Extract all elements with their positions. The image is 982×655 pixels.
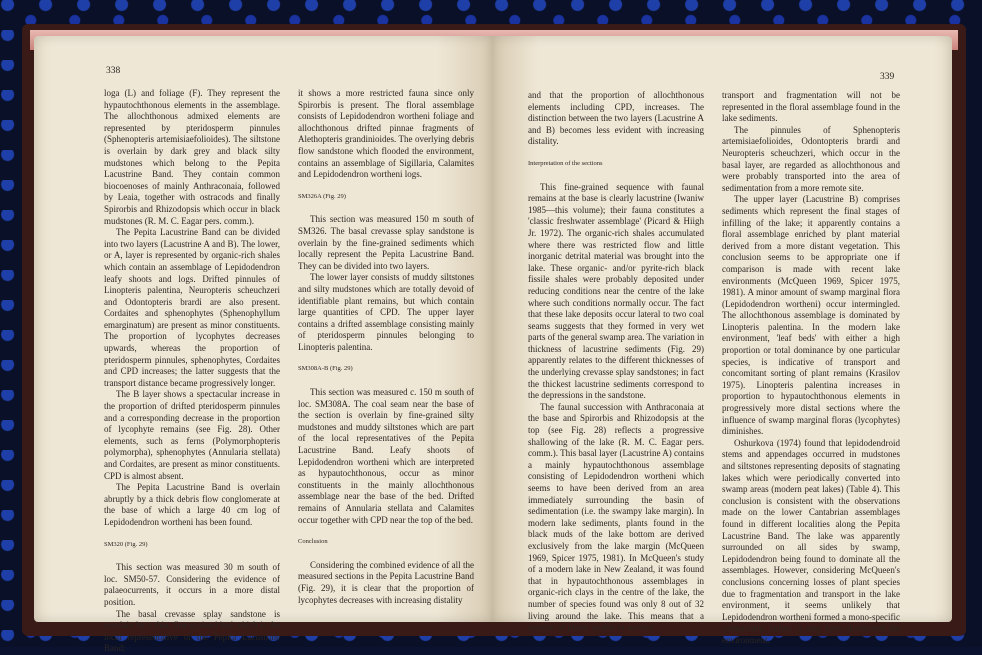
paragraph: The Pepita Lacustrine Band is overlain abruptly by a thick debris flow conglomerate at the base of which a large 40 cm log of Lepidodendron wortheni has been found. — [104, 482, 280, 527]
paragraph: The basal crevasse splay sandstone is overlain by a thin, fine-grained bed which is the local representative of the Pepita Lacustrine Band; — [104, 608, 280, 654]
paragraph: and that the proportion of allochthonous elements including CPD, increases. The distinction between the two layers (Lacustrine A and B) becomes less evident with increasing distality. — [528, 90, 704, 147]
left-page-column-1 — [104, 88, 280, 654]
section-heading: Conclusion — [298, 538, 328, 546]
paragraph: This section was measured 150 m south of SM326. The basal crevasse splay sandstone is overlain by the fine-grained sediments which locally represent the Pepita Lacustrine Band. They can be divided into two layers. — [298, 214, 474, 271]
left-page — [34, 36, 492, 654]
page-number-left: 338 — [106, 66, 121, 76]
section-heading: Interpretation of the sections — [528, 159, 603, 167]
paragraph: The faunal succession with Anthraconaia at the base and Spirorbis and Rhizodopsis at the top (see Fig. 28) reflects a progressive shallowing of the lake (R. M. C. Eagar pers. comm.). This basal layer (Lacustrine A) contains a mainly hypautochthonous assemblage consisting of Lepidodendron wortheni which seems to have been derived from an area immediately surrounding the basin of sedimentation (i.e. the swampy lake margin). In modern lake sediments, plants found in the black muds of the lake bottom are derived exclusively from the lake margin (McQueen 1969, Spicer 1975, 1981). In McQueen's study of a modern lake in New Zealand, it was found that in hypautochthonous assemblages in organic-rich clays in the centre of the lake, the number of species found was only 8 out of 32 living around the lake. This means that a number of plants unable to survive — [528, 401, 704, 633]
left-page-column-2 — [298, 88, 474, 603]
paragraph: it shows a more restricted fauna since only Spirorbis is present. The floral assemblage consists of Lepidodendron wortheni foliage and allochthonous drifted pinnae fragments of Alethopteris grandinioides. The overlying debris flow sandstone which flooded the environment, contains an assemblage of Sigillaria, Calamites and Lepidodendron wortheni logs. — [298, 88, 474, 180]
section-heading: SM326A (Fig. 29) — [298, 192, 346, 200]
section-heading: SM308A-B (Fig. 29) — [298, 365, 353, 373]
right-page-column-2 — [722, 90, 900, 645]
right-page-column-1 — [528, 90, 705, 633]
page-number-right: 339 — [880, 72, 895, 82]
right-page — [492, 36, 952, 645]
paragraph: The B layer shows a spectacular increase in the proportion of drifted pteridosperm pinnules and a corresponding decrease in the proportion of lycophyte remains (see Fig. 28). Other elements, such as ferns (Polymorphopteris polymorpha), sphenophytes (Annularia stellata) and Cordaites, are present as minor constituents. CPD is almost absent. — [104, 389, 280, 481]
paragraph: loga (L) and foliage (F). They represent the hypautochthonous elements in the assemblage. The allochthonous admixed elements are represented by pteridosperm pinnules (Sphenopteris artemisiaefolioides). The siltstone is overlain by dark grey and black silty mudstones which belong to the Pepita Lacustrine Band. They contain common biocoenoses of mainly Anthraconaia, followed by Leaia, together with ostracods and finally Spirorbis and Rhizodopsis which occur in black mudstones (R. M. C. Eagar pers. comm.). — [104, 88, 280, 226]
paragraph: The upper layer (Lacustrine B) comprises sediments which represent the final stages of infilling of the lake; it apparently contains a floral assemblage enriched by plant material derived from a more distant vegetation. This conclusion seems to be appropriate one if comparison is made with recent lake environments (McQueen 1969, Spicer 1975, 1981). A minor amount of swamp marginal flora (Lepidodendron wortheni) occur intermingled. The allochthonous assemblage is dominated by Linopteris palentina. In the modern lake environment, 'leaf beds' with either a high proportion or total dominance by one particular species, is indicative of transport and concomitant sorting of plant remains (Krasilov 1975). Linopteris palentina increases in proportion to hypautochthonous elements in progressively more distal sections where the influence of swamp marginal floras (lycophytes) diminishes. — [722, 194, 900, 437]
paragraph: This section was measured 30 m south of loc. SM50-57. Considering the evidence of palaeocurrents, it occurs in a more distal position. — [104, 562, 280, 607]
paragraph: This fine-grained sequence with faunal remains at the base is clearly lacustrine (Iwaniw 1985—this volume); their fauna constitutes a 'classic freshwater assemblage' (Picard & Hiigh Jr. 1972). The organic-rich shales accumulated where there was restricted flow and little inorganic detrital material was brought into the lake. These organic- and/or pyrite-rich black fissile shales were probably deposited under reducing conditions near the centre of the lake where such conditions normally occur. The fact that these lake deposits occur lateral to two coal seams suggests that they formed in very wet parts of the general swamp area. The variation in thickness of lacustrine sediments (Fig. 29) apparently relates to the different thicknesses of the underlying crevasse splay sandstones; in fact the thickest lacustrine sediments correspond to the depressions in the sandstone. — [528, 181, 705, 401]
paragraph: The Pepita Lacustrine Band can be divided into two layers (Lacustrine A and B). The lower, or A, layer is represented by organic-rich shales which contain an assemblage of Lepidodendron leafy shoots and logs. Drifted pinnules of Linopteris palentina, Neuropteris scheuchzeri and Odontopteris brardi are also present. Cordaites and sphenophytes (Sphenophyllum emarginatum) are present as minor constituents. The proportion of lycophytes decreases upwards, whereas the proportion of pteridosperm pinnules, sphenophytes, Cordaites and CPD increases; the latter suggests that the transport distance became progressively longer. — [104, 227, 280, 388]
paragraph: The lower layer consists of muddy siltstones and silty mudstones which are totally devoid of identifiable plant remains, but which contain large quantities of CPD. The upper layer contains a drifted assemblage consisting mainly of pteridosperm pinnules belonging to Linopteris palentina. — [298, 272, 474, 352]
paragraph: Oshurkova (1974) found that lepidodendroid stems and appendages occurred in mudstones and siltstones representing deposits of stagnating lakes which were periodically converted into swamp areas (modern peat lakes) (Table 4). This conclusion is consistent with the observations made on the lower Cantabrian assemblages found in different localities along the Pepita Lacustrine Band. The lake was apparently surrounded on all sides by swamp, Lepidodendron being found to dominate all the assemblages. However, considering McQueen's conclusions concerning losses of plant species due to fragmentation and transport in the lake environment, it seems unlikely that Lepidodendron wortheni formed a mono-specific community; rather, it may have dominated the environment. — [722, 437, 900, 645]
paragraph: This section was measured c. 150 m south of loc. SM308A. The coal seam near the base of the section is overlain by fine-grained silty mudstones and muddy siltstones which are part of the local representatives of the Pepita Lacustrine Band. Leafy shoots of Lepidodendron wortheni which are interpreted as hypautochthonous, occur as minor constituents in the mainly allochthonous assemblage near the base of the bed. Drifted remains of Annularia stellata and Calamites occur together with CPD near the top of the bed. — [298, 387, 474, 525]
paragraph: Considering the combined evidence of all the measured sections in the Pepita Lacustrine Band (Fig. 29), it is clear that the proportion of lycophytes decreases with increasing distality — [298, 559, 474, 605]
paragraph: The pinnules of Sphenopteris artemisiaefolioides, Odontopteris brardi and Neuropteris scheuchzeri, which occur in the basal layer, are regarded as allochthonous and were probably transported into the area of sedimentation from a more remote site. — [722, 124, 900, 193]
paragraph: transport and fragmentation will not be represented in the floral assemblage found in the lake sediments. — [722, 90, 900, 124]
section-heading: SM320 (Fig. 29) — [104, 540, 148, 548]
